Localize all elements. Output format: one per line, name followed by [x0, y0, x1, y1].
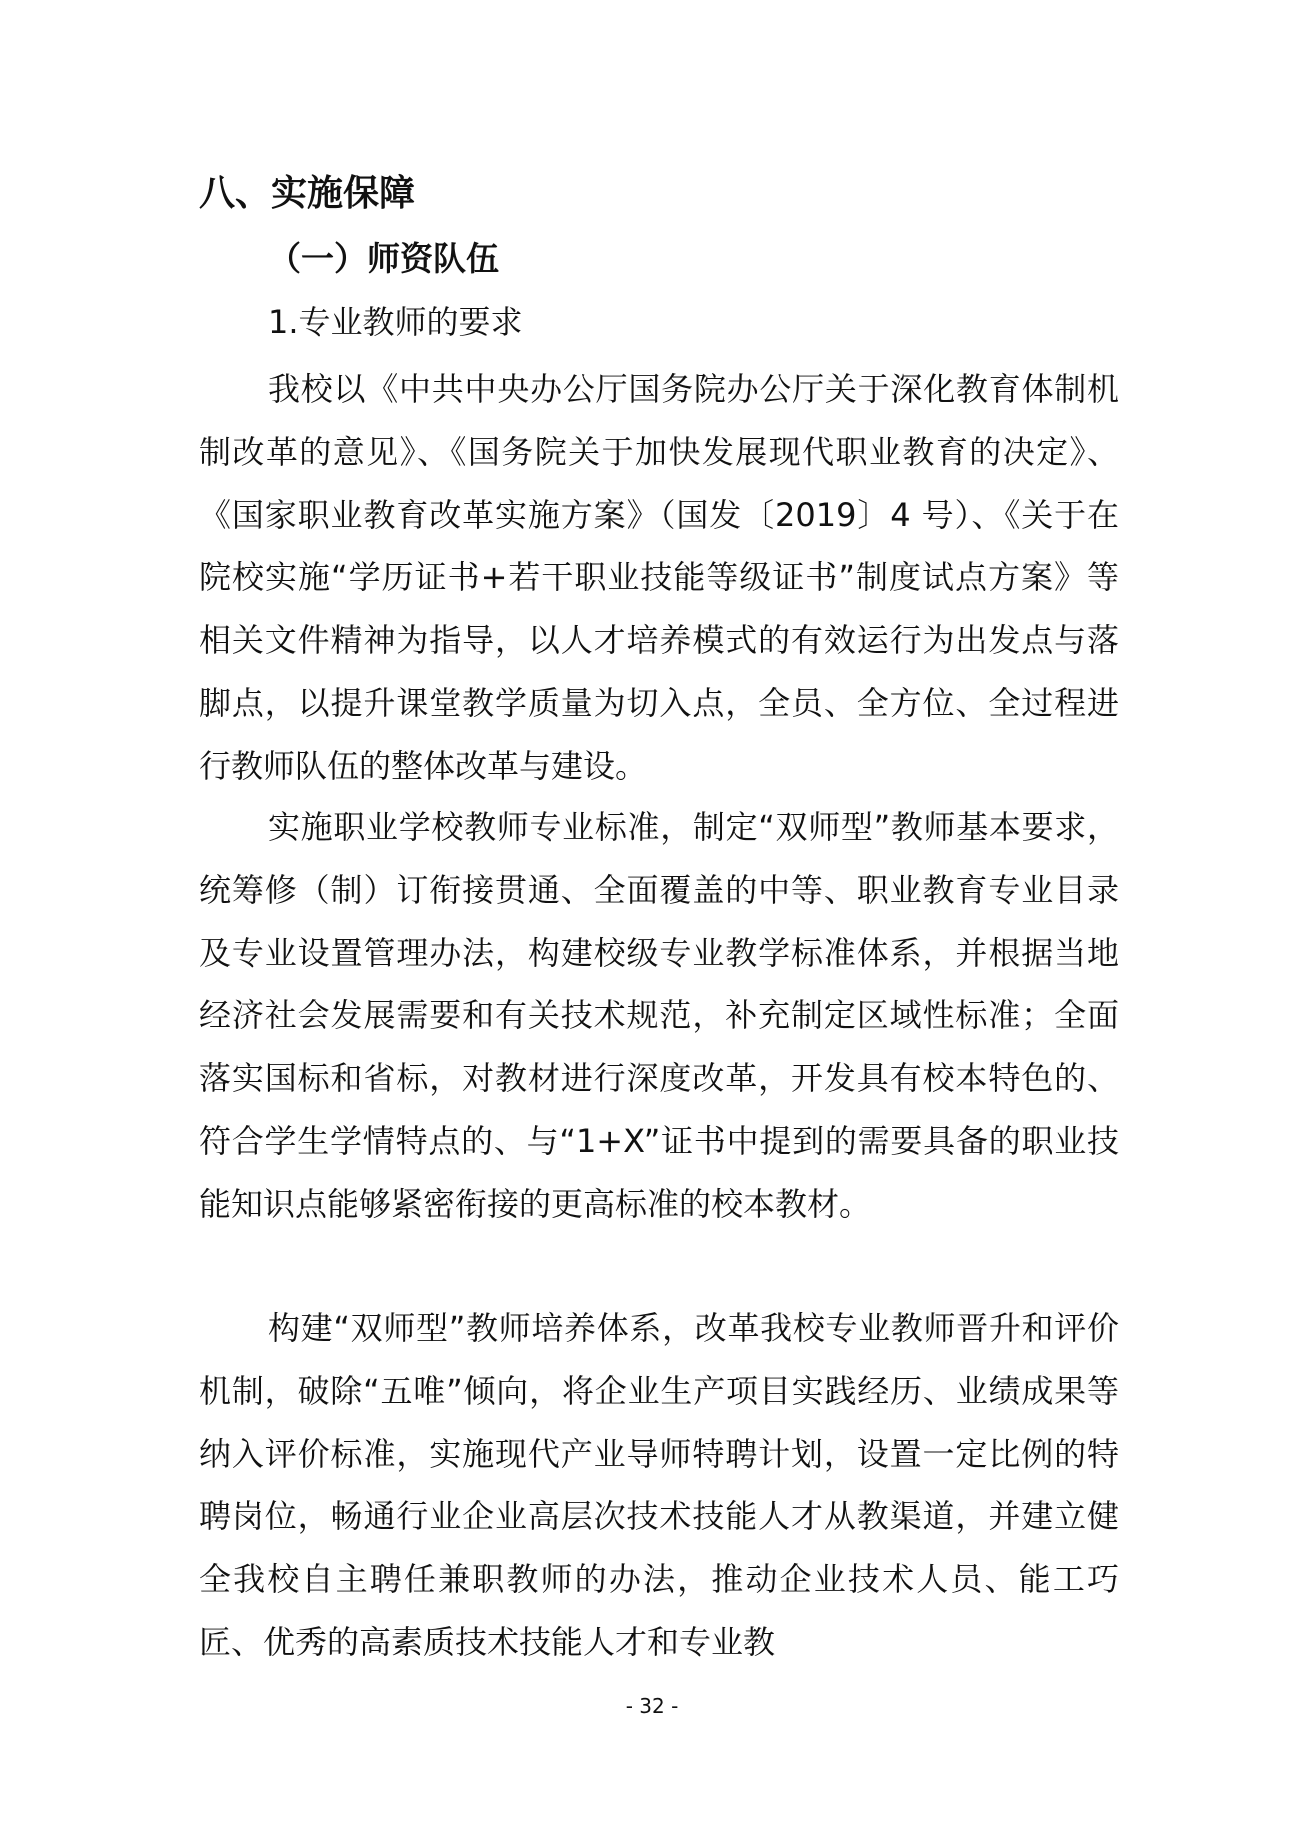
item-heading: 1.专业教师的要求	[268, 303, 523, 341]
section-heading: 八、实施保障	[199, 173, 416, 214]
subsection-heading: （一）师资队伍	[268, 239, 499, 278]
paragraph-3: 构建“双师型”教师培养体系，改革我校专业教师晋升和评价机制，破除“五唯”倾向，将企业生产项目实践经历、业绩成果等纳入评价标准，实施现代产业导师特聘计划，设置一定比例的特聘岗位，畅通行业企业高层次技术技能人才从教渠道，并建立健全我校自主聘任兼职教师的办法，推动企业技术人员、能工巧匠、优秀的高素质技术技能人才和专业教	[199, 1309, 1119, 1661]
page-number: - 32 -	[625, 1694, 679, 1718]
paragraph-1: 我校以《中共中央办公厅国务院办公厅关于深化教育体制机制改革的意见》、《国务院关于加快发展现代职业教育的决定》、《国家职业教育改革实施方案》（国发〔2019〕4 号）、《关于在院校实施“学历证书+若干职业技能等级证书”制度试点方案》等相关文件精神为指导，以人才培养模式的有效运行为出发点与落脚点，以提升课堂教学质量为切入点，全员、全方位、全过程进行教师队伍的整体改革与建设。	[199, 370, 1119, 785]
paragraph-2: 实施职业学校教师专业标准，制定“双师型”教师基本要求，统筹修（制）订衔接贯通、全面覆盖的中等、职业教育专业目录及专业设置管理办法，构建校级专业教学标准体系，并根据当地经济社会发展需要和有关技术规范，补充制定区域性标准；全面落实国标和省标，对教材进行深度改革，开发具有校本特色的、符合学生学情特点的、与“1+X”证书中提到的需要具备的职业技能知识点能够紧密衔接的更高标准的校本教材。	[199, 808, 1119, 1223]
